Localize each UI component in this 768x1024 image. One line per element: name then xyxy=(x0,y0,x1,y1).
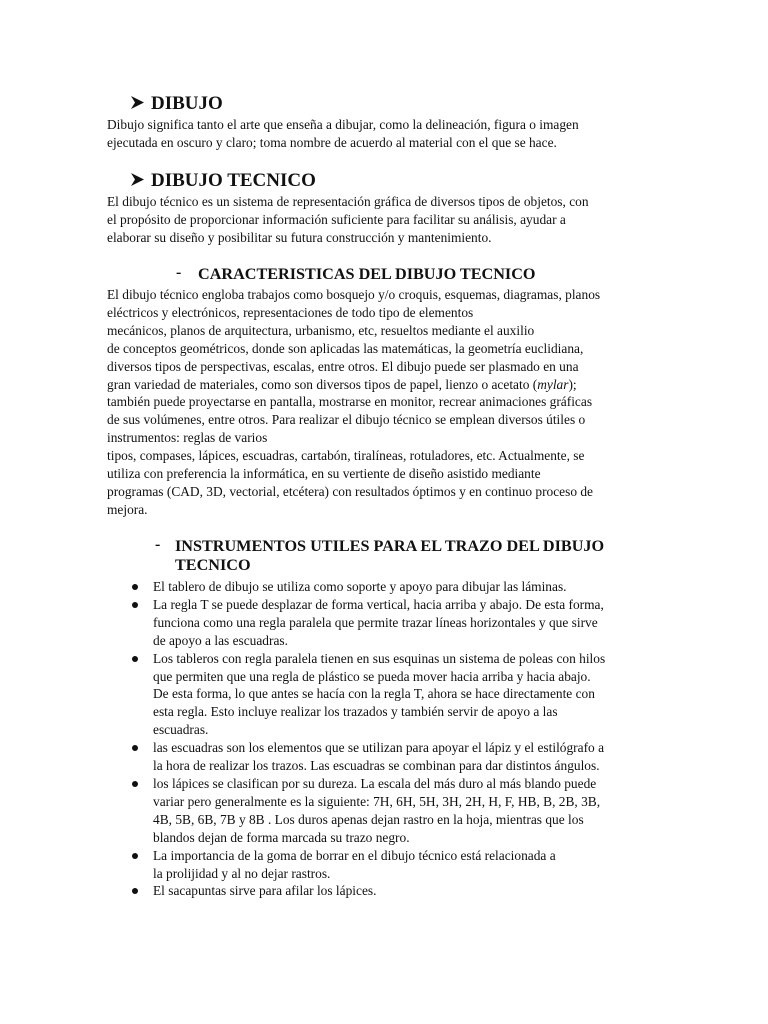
arrow-bullet-icon xyxy=(130,170,151,192)
text-line xyxy=(107,376,667,394)
list-item xyxy=(130,578,670,596)
text-line: de sus volúmenes, entre otros. Para realizar el dibujo técnico se emplean diversos útiles o xyxy=(107,412,586,428)
heading-caracteristicas: CARACTERISTICAS DEL DIBUJO TECNICO xyxy=(198,265,536,283)
text-line: el propósito de proporcionar información suficiente para facilitar su análisis, ayudar a xyxy=(107,211,566,227)
text-segment: gran variedad de materiales, como son diversos tipos de papel, lienzo o acetato ( xyxy=(107,376,538,392)
text-line: variar pero generalmente es la siguiente: 7H, 6H, 5H, 3H, 2H, H, F, HB, B, 2B, 3B, xyxy=(153,793,601,809)
text-line: ejecutada en oscuro y claro; toma nombre de acuerdo al material con el que se hace. xyxy=(107,134,557,150)
arrow-bullet-icon xyxy=(130,93,151,115)
text-line: utiliza con preferencia la informática, en su vertiente de diseño asistido mediante xyxy=(107,466,541,482)
text-line: escuadras. xyxy=(153,722,209,738)
text-line: El tablero de dibujo se utiliza como soporte y apoyo para dibujar las láminas. xyxy=(153,579,567,594)
text-line: esta regla. Esto incluye realizar los trazados y también servir de apoyo a las xyxy=(153,704,558,720)
text-line: El sacapuntas sirve para afilar los lápices. xyxy=(153,883,377,899)
list-item xyxy=(130,847,670,883)
bullet-dot-icon xyxy=(132,745,138,751)
text-line: programas (CAD, 3D, vectorial, etcétera) con resultados óptimos y en continuo proceso de xyxy=(107,483,594,499)
text-line: Dibujo significa tanto el arte que enseña a dibujar, como la delineación, figura o imagen xyxy=(107,117,579,132)
italic-term: mylar xyxy=(537,376,569,392)
list-item xyxy=(130,882,670,900)
list-item xyxy=(130,596,670,650)
text-segment: ); xyxy=(568,376,577,392)
instrument-list xyxy=(130,578,670,900)
heading-line: INSTRUMENTOS UTILES PARA EL TRAZO DEL DIBUJO xyxy=(175,537,605,555)
heading-dibujo-tecnico xyxy=(130,170,316,192)
text-line: La importancia de la goma de borrar en el dibujo técnico está relacionada a xyxy=(153,847,556,863)
dash-bullet: - xyxy=(155,536,161,553)
bullet-dot-icon xyxy=(132,781,138,787)
dash-bullet: - xyxy=(176,264,182,281)
text-line: los lápices se clasifican por su dureza. La escala del más duro al más blando puede xyxy=(153,775,597,791)
heading-text: DIBUJO xyxy=(151,93,223,114)
text-line: de apoyo a las escuadras. xyxy=(153,632,288,648)
text-line: De esta forma, lo que antes se hacía con la regla T, ahora se hace directamente con xyxy=(153,686,595,702)
text-line: El dibujo técnico engloba trabajos como bosquejo y/o croquis, esquemas, diagramas, planos xyxy=(107,287,601,302)
text-line: blandos dejan de forma marcada su trazo negro. xyxy=(153,829,410,845)
bullet-dot-icon xyxy=(132,888,138,894)
text-line: que permiten que una regla de plástico se pueda mover hacia arriba y hacia abajo. xyxy=(153,668,591,684)
text-line: las escuadras son los elementos que se utilizan para apoyar el lápiz y el estilógrafo a xyxy=(153,740,605,756)
text-line: El dibujo técnico es un sistema de representación gráfica de diversos tipos de objetos, con xyxy=(107,194,589,209)
bullet-dot-icon xyxy=(132,656,138,662)
paragraph-dibujo-tecnico xyxy=(107,193,667,247)
text-line: también puede proyectarse en pantalla, mostrarse en monitor, recrear animaciones gráficas xyxy=(107,394,593,410)
text-line: de conceptos geométricos, donde son aplicadas las matemáticas, la geometría euclidiana, xyxy=(107,340,584,356)
text-line: funciona como una regla paralela que permite trazar líneas horizontales y que sirve xyxy=(153,614,598,630)
bullet-dot-icon xyxy=(132,853,138,859)
text-line: 4B, 5B, 6B, 7B y 8B . Los duros apenas dejan rastro en la hoja, mientras que los xyxy=(153,811,584,827)
list-item xyxy=(130,650,670,740)
text-line: eléctricos y electrónicos, representaciones de todo tipo de elementos xyxy=(107,304,474,320)
paragraph-caracteristicas xyxy=(107,286,667,519)
text-line: mejora. xyxy=(107,501,148,517)
bullet-dot-icon xyxy=(132,584,138,590)
text-line: elaborar su diseño y posibilitar su futura construcción y mantenimiento. xyxy=(107,229,492,245)
text-line: La regla T se puede desplazar de forma vertical, hacia arriba y abajo. De esta forma, xyxy=(153,596,604,612)
text-line: la hora de realizar los trazos. Las escuadras se combinan para dar distintos ángulos. xyxy=(153,758,600,774)
text-line: tipos, compases, lápices, escuadras, cartabón, tiralíneas, rotuladores, etc. Actualmente, se xyxy=(107,448,585,464)
heading-dibujo xyxy=(130,93,223,115)
text-line: diversos tipos de perspectivas, escalas, entre otros. El dibujo puede ser plasmado en una xyxy=(107,358,579,374)
text-line: la prolijidad y al no dejar rastros. xyxy=(153,865,331,881)
text-line: instrumentos: reglas de varios xyxy=(107,430,268,446)
heading-line: TECNICO xyxy=(175,556,251,574)
heading-text: DIBUJO TECNICO xyxy=(151,170,316,191)
paragraph-dibujo xyxy=(107,116,667,152)
list-item xyxy=(130,739,670,775)
text-line: mecánicos, planos de arquitectura, urbanismo, etc, resueltos mediante el auxilio xyxy=(107,322,535,338)
text-line: Los tableros con regla paralela tienen en sus esquinas un sistema de poleas con hilos xyxy=(153,650,606,666)
list-item xyxy=(130,775,670,847)
heading-instrumentos xyxy=(175,537,604,575)
bullet-dot-icon xyxy=(132,602,138,608)
